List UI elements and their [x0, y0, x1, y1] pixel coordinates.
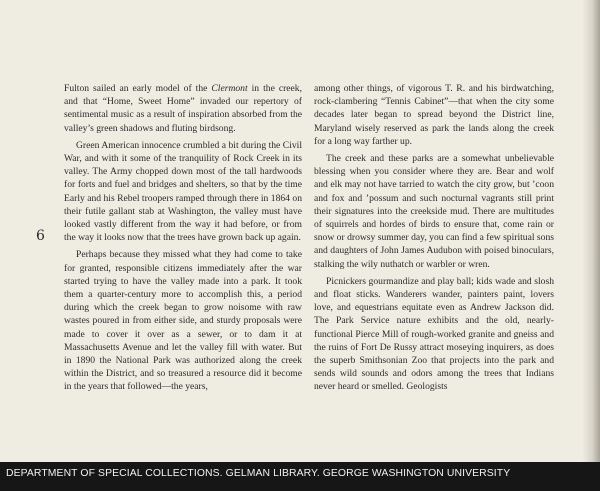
paragraph-text: in the creek, and that “Home, Sweet Home” invaded our repertory of sentimental music as a result of inspiration absorbed from the valley’s green shadows and fluting birdsong. [64, 83, 302, 134]
collection-credit: DEPARTMENT OF SPECIAL COLLECTIONS. GELMAN LIBRARY. GEORGE WASHINGTON UNIVERSITY [6, 468, 511, 479]
page-number: 6 [36, 228, 45, 244]
paragraph-text: Fulton sailed an early model of the [64, 83, 212, 94]
footer-bar [0, 462, 600, 491]
paragraph: Picnickers gourmandize and play ball; kids wade and slosh and float sticks. Wanderers wander, painters paint, lovers love, and equestrians equitate even as Andrew Jackson did. The Park Service nature exhibits and the old, nearly-functional Pierce Mill of rough-worked granite and gneiss and the ruins of Fort De Russy attract moseying inquirers, as does the superb Smithsonian Zoo that projects into the park and sends wild sounds and odors among the trees that Indians never heard or smelled. Geologists [314, 275, 554, 393]
paragraph: Green American innocence crumbled a bit during the Civil War, and with it some of the tranquility of Rock Creek in its valley. The Army chopped down most of the tall hardwoods for forts and fuel and bridges and shelters, so that by the time Early and his Rebel troopers ramped through there in 1864 on their futile gallant stab at Washington, the valley must have looked vastly different from the way it had before, or from the way it looks now that the trees have grown back up again. [64, 139, 302, 244]
paragraph: The creek and these parks are a somewhat unbelievable blessing when you consider where they are. Bear and wolf and elk may not have tarried to watch the city grow, but ’coon and fox and ’possum and such nocturnal vagrants still print their signatures into the creekside mud. There are multitudes of squirrels and hordes of birds to ensure that, come rain or snow or drowsy summer day, you can find a few spiritual sons and daughters of John James Audubon with poised binoculars, stalking the wily nuthatch or warbler or wren. [314, 153, 554, 270]
page-spine-shadow [582, 0, 600, 462]
paragraph [64, 82, 302, 135]
right-text-column [314, 82, 554, 398]
paragraph: among other things, of vigorous T. R. and his birdwatching, rock-clambering “Tennis Cabinet”—that when the city some decades later began to spread beyond the District line, Maryland wisely reserved as park the lands along the creek for a long way farther up. [314, 83, 554, 147]
paragraph: Perhaps because they missed what they had come to take for granted, responsible citizens immediately after the war started trying to have the valley made into a park. It took them a quarter-century more to accomplish this, a period during which the creek began to grow noisome with raw wastes poured in from either side, and sturdy proposals were made to cover it over as a sewer, or to dam it at Massachusetts Avenue and let the valley fill with water. But in 1890 the National Park was authorized along the creek within the District, and so treasured a resource did it become in the years that followed—the years, [64, 249, 302, 393]
left-text-column [64, 82, 302, 398]
italic-title: Clermont [211, 83, 248, 94]
